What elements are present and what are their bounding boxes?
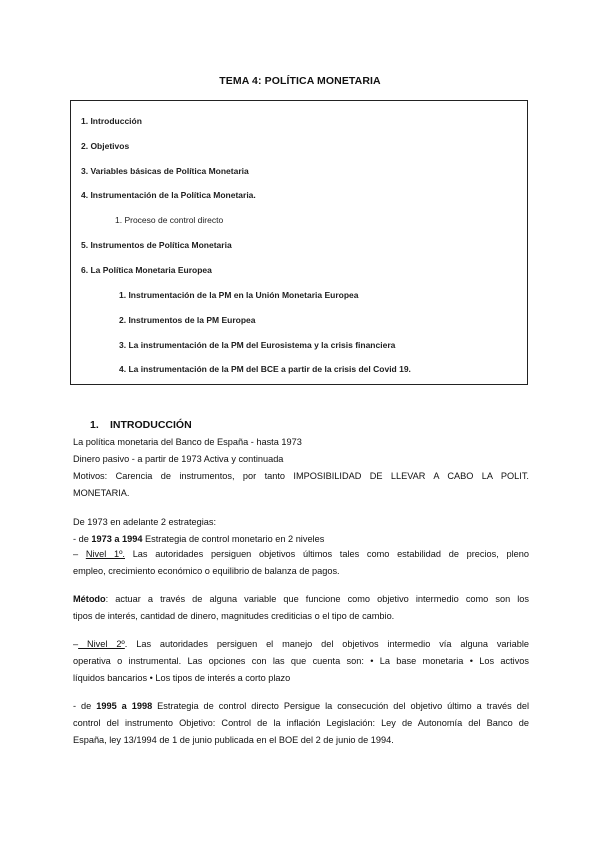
document-title: TEMA 4: POLÍTICA MONETARIA xyxy=(219,75,381,87)
strategy-prefix: - de xyxy=(73,534,92,544)
paragraph-line: control del instrumento Objetivo: Control de la inflación Legislación: Ley de Autonomía del Banco de xyxy=(73,718,529,728)
table-of-contents xyxy=(70,100,528,385)
paragraph-line: empleo, crecimiento económico o equilibrio de balanza de pagos. xyxy=(73,566,340,576)
metodo-text: : actuar a través de alguna variable que funcione como objetivo intermedio como son los xyxy=(105,594,529,604)
dash: – xyxy=(73,639,79,649)
motivos-label: Motivos: xyxy=(73,471,108,481)
toc-item: 1. Introducción xyxy=(81,116,142,126)
toc-subitem: 1. Instrumentación de la PM en la Unión Monetaria Europea xyxy=(119,290,359,300)
nivel1-label: Nivel 1º. xyxy=(85,549,125,559)
motivos-text: Carencia de instrumentos, por tanto IMPOSIBILIDAD DE LLEVAR A CABO LA POLIT. xyxy=(107,471,529,481)
toc-item: 6. La Política Monetaria Europea xyxy=(81,265,212,275)
metodo-label: Método xyxy=(73,594,106,604)
paragraph-line: De 1973 en adelante 2 estrategias: xyxy=(73,517,217,527)
nivel1-line xyxy=(73,546,529,564)
nivel2-line xyxy=(73,636,529,654)
strategy-text: Estrategia de control monetario en 2 niveles xyxy=(142,534,325,544)
toc-subitem: 3. La instrumentación de la PM del Eurosistema y la crisis financiera xyxy=(119,340,396,350)
toc-item: 3. Variables básicas de Política Monetaria xyxy=(81,166,249,176)
toc-item: 5. Instrumentos de Política Monetaria xyxy=(81,240,232,250)
strategy-text: Estrategia de control directo Persigue la consecución del objetivo último a través del xyxy=(152,701,530,711)
section-number: 1. xyxy=(90,419,99,431)
nivel1-text: Las autoridades persiguen objetivos últimos tales como estabilidad de precios, pleno xyxy=(124,549,529,559)
strategy-line xyxy=(73,698,529,716)
paragraph-line: La política monetaria del Banco de España - hasta 1973 xyxy=(73,437,302,447)
toc-subitem: 2. Instrumentos de la PM Europea xyxy=(119,315,256,325)
strategy-years: 1995 a 1998 xyxy=(96,701,153,711)
nivel2-label: Nivel 2º xyxy=(78,639,125,649)
toc-item: 4. Instrumentación de la Política Monetaria. xyxy=(81,190,256,200)
strategy-years: 1973 a 1994 xyxy=(91,534,143,544)
section-heading xyxy=(90,419,192,431)
paragraph-line: líquidos bancarios • Los tipos de interés a corto plazo xyxy=(73,673,291,683)
paragraph-line: España, ley 13/1994 de 1 de junio publicada en el BOE del 2 de junio de 1994. xyxy=(73,735,394,745)
nivel2-text: . Las autoridades persiguen el manejo del objetivos intermedio vía alguna variable xyxy=(124,639,529,649)
strategy-prefix: - de xyxy=(73,701,97,711)
toc-subitem: 4. La instrumentación de la PM del BCE a partir de la crisis del Covid 19. xyxy=(119,364,411,374)
toc-subitem: 1. Proceso de control directo xyxy=(115,215,224,225)
paragraph-line: Dinero pasivo - a partir de 1973 Activa y continuada xyxy=(73,454,284,464)
paragraph-line: MONETARIA. xyxy=(73,488,130,498)
toc-item: 2. Objetivos xyxy=(81,141,130,151)
motivos-line xyxy=(73,468,529,486)
paragraph-line: operativa o instrumental. Las opciones con las que cuenta son: • La base monetaria • Los activos xyxy=(73,656,529,666)
section-title: INTRODUCCIÓN xyxy=(110,419,192,431)
dash: – xyxy=(73,549,86,559)
metodo-line xyxy=(73,591,529,609)
paragraph-line: tipos de interés, cantidad de dinero, magnitudes crediticias o el tipo de cambio. xyxy=(73,611,395,621)
